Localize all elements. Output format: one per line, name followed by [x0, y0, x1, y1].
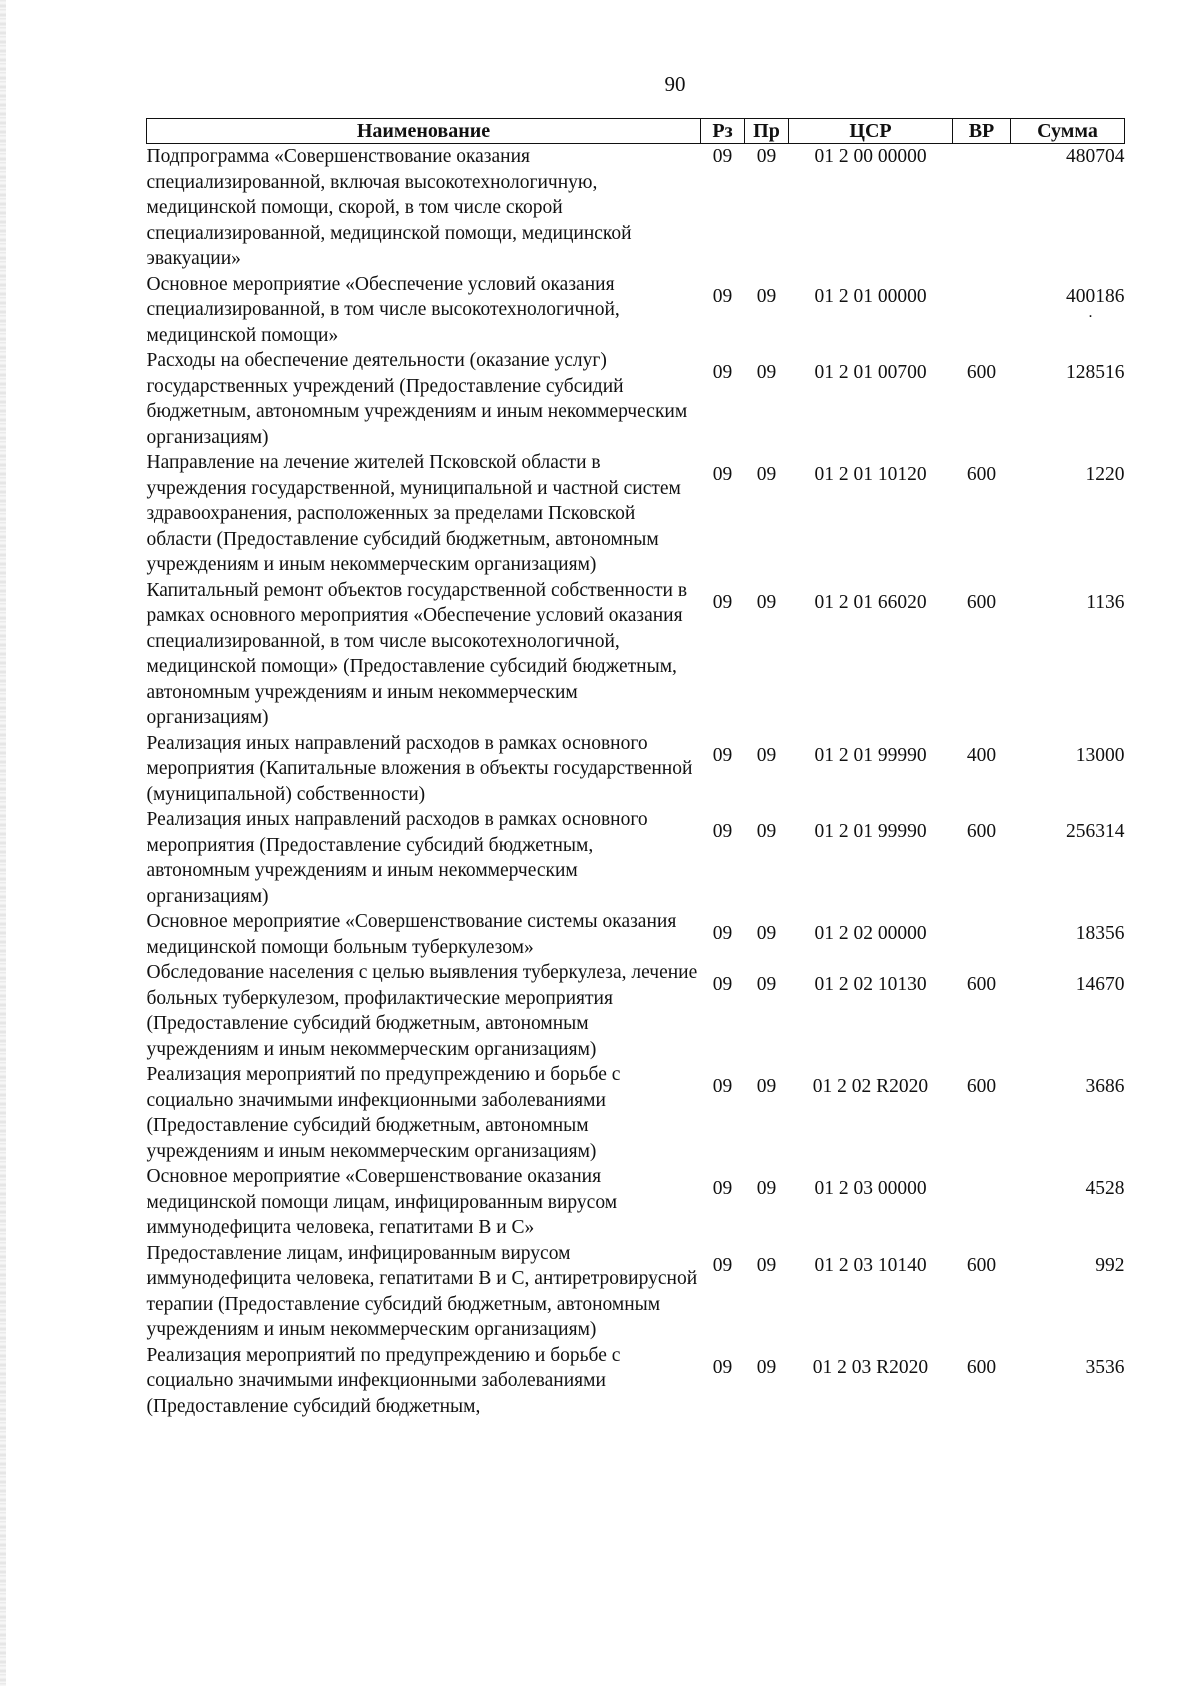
row-rz: 09 [712, 362, 733, 383]
row-rz: 09 [712, 285, 733, 307]
row-csr: 01 2 03 00000 [814, 1178, 927, 1199]
row-pr: 09 [756, 146, 777, 167]
row-rz: 09 [712, 1076, 733, 1097]
row-pr: 09 [756, 591, 777, 613]
row-rz: 09 [712, 974, 733, 995]
row-csr: 01 2 01 99990 [814, 744, 927, 766]
table-row [147, 1062, 1125, 1164]
row-sum-cell [1011, 272, 1125, 349]
row-vr: 600 [966, 362, 997, 383]
row-name: Основное мероприятие «Совершенствование системы оказания медицинской помощи больным туберкулезом» [146, 911, 677, 958]
table-row [147, 144, 1125, 272]
row-csr: 01 2 01 10120 [814, 464, 927, 485]
row-name: Реализация мероприятий по предупреждению и борьбе с социально значимыми инфекционными заболеваниями (Предоставление субсидий бюджетным, автономным учреждениям и иным некоммерческим организациям) [146, 1064, 621, 1162]
row-vr: 600 [966, 821, 997, 842]
row-vr [953, 1164, 1011, 1241]
row-csr: 01 2 03 R2020 [812, 1356, 929, 1378]
header-name: Наименование [147, 119, 701, 144]
row-csr: 01 2 02 00000 [814, 923, 927, 944]
table-row [147, 348, 1125, 450]
row-name: Предоставление лицам, инфицированным вирусом иммунодефицита человека, гепатитами В и С, антиретровирусной терапии (Предоставление субсидий бюджетным, автономным учреждениям и иным некоммерческим организациям) [146, 1242, 698, 1340]
stray-mark: . [1088, 304, 1093, 321]
row-vr: 600 [966, 974, 997, 995]
row-name: Расходы на обеспечение деятельности (оказание услуг) государственных учреждений (Предоставление субсидий бюджетным, автономным учреждениям и иным некоммерческим организациям) [146, 350, 688, 448]
header-vr: ВР [953, 119, 1011, 144]
row-name: Основное мероприятие «Обеспечение условий оказания специализированной, в том числе высокотехнологичной, медицинской помощи» [146, 273, 620, 346]
row-pr: 09 [756, 464, 777, 485]
row-pr: 09 [756, 285, 777, 307]
row-vr: 600 [966, 591, 997, 613]
row-rz: 09 [712, 1254, 733, 1276]
row-name: Капитальный ремонт объектов государственной собственности в рамках основного мероприятия «Обеспечение условий оказания специализированной, в том числе высокотехнологичной, медицинской помощи» (Предоставление субсидий бюджетным, автономным учреждениям и иным некоммерческим организациям) [146, 579, 688, 728]
budget-table [146, 118, 1125, 1419]
row-name: Направление на лечение жителей Псковской области в учреждения государственной, муниципальной и частной систем здравоохранения, расположенных за пределами Псковской области (Предоставление субсидий бюджетным, автономным учреждениям и иным некоммерческим организациям) [146, 452, 681, 575]
row-rz: 09 [712, 923, 733, 944]
row-name: Реализация мероприятий по предупреждению и борьбе с социально значимыми инфекционными заболеваниями (Предоставление субсидий бюджетным, [146, 1344, 621, 1417]
row-sum: 400186 [1066, 285, 1125, 307]
row-sum: 256314 [1066, 821, 1125, 842]
row-sum: 13000 [1075, 744, 1125, 766]
row-sum: 1136 [1086, 591, 1125, 613]
table-row [147, 1343, 1125, 1420]
row-vr [953, 272, 1011, 349]
row-sum: 18356 [1075, 923, 1125, 944]
header-rz: Рз [701, 119, 745, 144]
row-csr: 01 2 02 10130 [814, 974, 927, 995]
table-row [147, 909, 1125, 960]
table-row [147, 1241, 1125, 1343]
row-sum: 480704 [1066, 146, 1125, 167]
scan-edge [0, 0, 6, 1686]
row-name: Обследование населения с целью выявления туберкулеза, лечение больных туберкулезом, профилактические мероприятия (Предоставление субсидий бюджетным, автономным учреждениям и иным некоммерческим организациям) [146, 962, 698, 1060]
row-csr: 01 2 01 00000 [814, 285, 927, 307]
header-csr: ЦСР [789, 119, 953, 144]
row-vr: 600 [966, 464, 997, 485]
table-row [147, 450, 1125, 578]
table-row [147, 731, 1125, 808]
row-pr: 09 [756, 1076, 777, 1097]
row-vr [953, 909, 1011, 960]
row-pr: 09 [756, 923, 777, 944]
row-vr: 400 [966, 744, 997, 766]
row-name: Подпрограмма «Совершенствование оказания специализированной, включая высокотехнологичную, медицинской помощи, скорой, в том числе скорой специализированной, медицинской помощи, медицинской эвакуации» [146, 146, 632, 269]
row-rz: 09 [712, 591, 733, 613]
table-row [147, 1164, 1125, 1241]
row-vr: 600 [966, 1356, 997, 1378]
row-rz: 09 [712, 744, 733, 766]
row-pr: 09 [756, 362, 777, 383]
row-name: Основное мероприятие «Совершенствование оказания медицинской помощи лицам, инфицированным вирусом иммунодефицита человека, гепатитами В и С» [146, 1166, 618, 1238]
table-row [147, 807, 1125, 909]
row-rz: 09 [712, 1178, 733, 1199]
row-pr: 09 [756, 1356, 777, 1378]
row-sum: 3686 [1085, 1076, 1125, 1097]
row-vr [953, 144, 1011, 272]
row-csr: 01 2 02 R2020 [812, 1076, 929, 1097]
row-csr: 01 2 00 00000 [814, 146, 927, 167]
row-rz: 09 [712, 464, 733, 485]
row-vr: 600 [966, 1076, 997, 1097]
row-sum: 4528 [1085, 1178, 1125, 1199]
row-sum: 128516 [1066, 362, 1125, 383]
row-csr: 01 2 01 99990 [814, 821, 927, 842]
row-name: Реализация иных направлений расходов в рамках основного мероприятия (Капитальные вложения в объекты государственной (муниципальной) собственности) [146, 732, 693, 805]
table-row [147, 272, 1125, 349]
row-pr: 09 [756, 1178, 777, 1199]
page-number: 90 [664, 72, 686, 96]
row-name: Реализация иных направлений расходов в рамках основного мероприятия (Предоставление субсидий бюджетным, автономным учреждениям и иным некоммерческим организациям) [146, 809, 648, 907]
table-row [147, 960, 1125, 1062]
table-header-row [147, 119, 1125, 144]
row-csr: 01 2 03 10140 [814, 1254, 927, 1276]
row-csr: 01 2 01 66020 [814, 591, 927, 613]
row-sum: 992 [1095, 1254, 1125, 1276]
row-sum: 1220 [1085, 464, 1125, 485]
row-vr: 600 [966, 1254, 997, 1276]
row-pr: 09 [756, 744, 777, 766]
row-sum: 3536 [1085, 1356, 1125, 1378]
row-rz: 09 [712, 821, 733, 842]
row-rz: 09 [712, 1356, 733, 1378]
row-csr: 01 2 01 00700 [814, 362, 927, 383]
row-pr: 09 [756, 974, 777, 995]
table-row [147, 578, 1125, 731]
row-sum: 14670 [1075, 974, 1125, 995]
row-rz: 09 [712, 146, 733, 167]
header-pr: Пр [745, 119, 789, 144]
row-pr: 09 [756, 1254, 777, 1276]
header-sum: Сумма [1011, 119, 1125, 144]
row-pr: 09 [756, 821, 777, 842]
